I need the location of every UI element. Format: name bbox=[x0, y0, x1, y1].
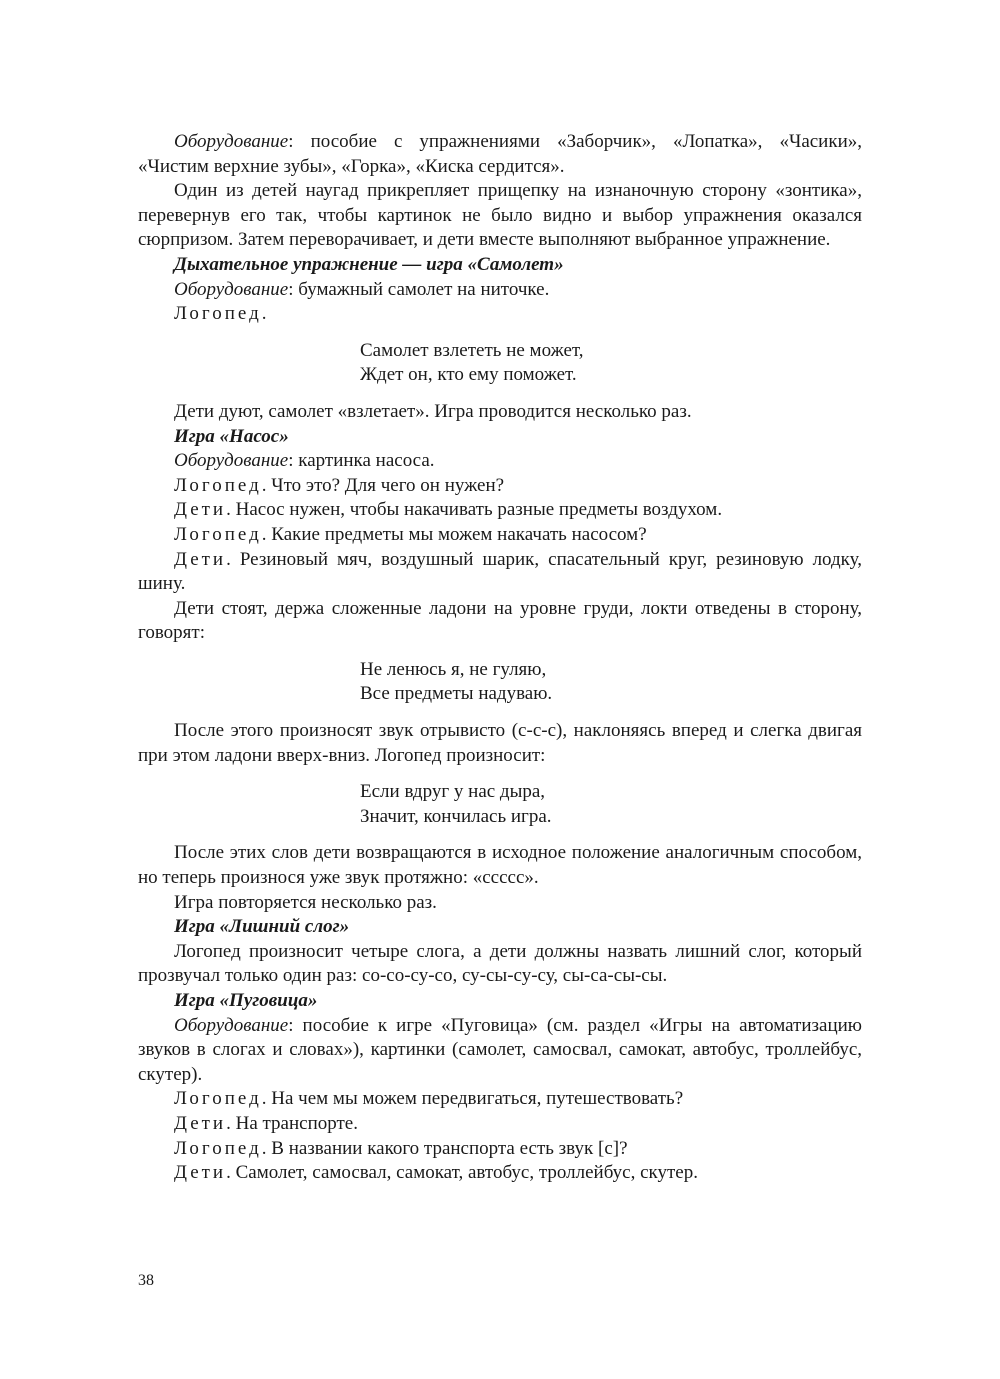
equipment-label: Оборудование bbox=[174, 450, 289, 472]
poem bbox=[360, 658, 862, 707]
equipment-paragraph bbox=[138, 130, 862, 179]
dialog-text: . На чем мы можем передвигаться, путешествовать? bbox=[261, 1088, 684, 1110]
equipment-text: : бумажный самолет на ниточке. bbox=[288, 278, 550, 300]
speaker-name: Дети bbox=[174, 1162, 227, 1184]
speaker-name: Дети bbox=[174, 548, 227, 570]
dialog-line bbox=[138, 498, 862, 523]
poem-line: Все предметы надуваю. bbox=[360, 683, 553, 705]
equipment-text: : пособие к игре «Пуговица» (см. раздел «Игры на автоматизацию звуков в слогах и словах»), картинки (самолет, самосвал, самокат, автобус, троллейбус, скутер). bbox=[138, 1014, 862, 1085]
dialog-line bbox=[138, 523, 862, 548]
dialog-line bbox=[138, 474, 862, 499]
equipment-label: Оборудование bbox=[174, 131, 289, 152]
dialog-text: . Какие предметы мы можем накачать насосом? bbox=[261, 523, 647, 545]
speaker-line bbox=[138, 302, 862, 327]
speaker-name: Логопед bbox=[174, 474, 262, 496]
poem bbox=[360, 780, 862, 829]
speaker-name: Дети bbox=[174, 1112, 227, 1134]
dialog-text: . Резиновый мяч, воздушный шарик, спасательный круг, резиновую лодку, шину. bbox=[138, 548, 862, 595]
section-heading: Игра «Насос» bbox=[174, 425, 289, 447]
poem-line: Значит, кончилась игра. bbox=[360, 805, 552, 827]
dialog-text: . На транспорте. bbox=[226, 1112, 358, 1134]
section-heading: Игра «Лишний слог» bbox=[174, 916, 350, 938]
equipment-text: : картинка насоса. bbox=[288, 450, 435, 472]
dialog-line bbox=[138, 1161, 862, 1186]
equipment-text: : пособие с упражнениями «Заборчик», «Лопатка», «Часики», «Чистим верхние зубы», «Горка», «Киска сердится». bbox=[138, 131, 862, 177]
equipment-label: Оборудование bbox=[174, 1014, 289, 1036]
equipment-paragraph bbox=[138, 449, 862, 474]
dialog-text: . Насос нужен, чтобы накачивать разные предметы воздухом. bbox=[226, 499, 723, 521]
poem-line: Если вдруг у нас дыра, bbox=[360, 781, 546, 803]
speaker-name: Логопед bbox=[174, 1137, 262, 1159]
dialog-text: . В названии какого транспорта есть звук [с]? bbox=[261, 1137, 628, 1159]
page-body bbox=[138, 130, 862, 1186]
speaker-name: Логопед bbox=[174, 1088, 262, 1110]
body-paragraph: Дети дуют, самолет «взлетает». Игра проводится несколько раз. bbox=[174, 400, 692, 422]
poem-line: Самолет взлететь не может, bbox=[360, 339, 584, 361]
speaker-punct: . bbox=[261, 303, 267, 325]
body-paragraph: Дети стоят, держа сложенные ладони на уровне груди, локти отведены в сторону, говорят: bbox=[138, 597, 862, 644]
speaker-name: Логопед bbox=[174, 303, 262, 325]
section-heading: Игра «Пуговица» bbox=[174, 990, 318, 1011]
poem-line: Не ленюсь я, не гуляю, bbox=[360, 658, 547, 680]
equipment-paragraph bbox=[138, 1014, 862, 1088]
poem bbox=[360, 339, 862, 388]
dialog-line bbox=[138, 1137, 862, 1162]
equipment-label: Оборудование bbox=[174, 278, 289, 300]
dialog-text: . Самолет, самосвал, самокат, автобус, троллейбус, скутер. bbox=[226, 1162, 698, 1184]
body-paragraph: Логопед произносит четыре слога, а дети должны назвать лишний слог, который прозвучал только один раз: со-со-су-со, су-сы-су-су, сы-са-сы-сы. bbox=[138, 940, 862, 987]
dialog-line bbox=[138, 1112, 862, 1137]
dialog-line bbox=[138, 548, 862, 597]
body-paragraph: Один из детей наугад прикрепляет прищепку на изнаночную сторону «зонтика», перевернув его так, чтобы картинок не было видно и выбор упражнения оказался сюрпризом. Затем переворачивает, и дети вместе выполняют выбранное упражнение. bbox=[138, 180, 862, 251]
speaker-name: Дети bbox=[174, 499, 227, 521]
section-heading: Дыхательное упражнение — игра «Самолет» bbox=[174, 253, 564, 275]
body-paragraph: После этих слов дети возвращаются в исходное положение аналогичным способом, но теперь произнося уже звук протяжно: «ссссс». bbox=[138, 842, 862, 889]
dialog-text: . Что это? Для чего он нужен? bbox=[261, 474, 505, 496]
equipment-paragraph bbox=[138, 278, 862, 303]
speaker-name: Логопед bbox=[174, 523, 262, 545]
dialog-line bbox=[138, 1087, 862, 1112]
body-paragraph: Игра повторяется несколько раз. bbox=[174, 891, 437, 913]
body-paragraph: После этого произносят звук отрывисто (с-с-с), наклоняясь вперед и слегка двигая при этом ладони вверх-вниз. Логопед произносит: bbox=[138, 720, 862, 766]
poem-line: Ждет он, кто ему поможет. bbox=[360, 364, 577, 386]
page-number: 38 bbox=[138, 1272, 154, 1289]
